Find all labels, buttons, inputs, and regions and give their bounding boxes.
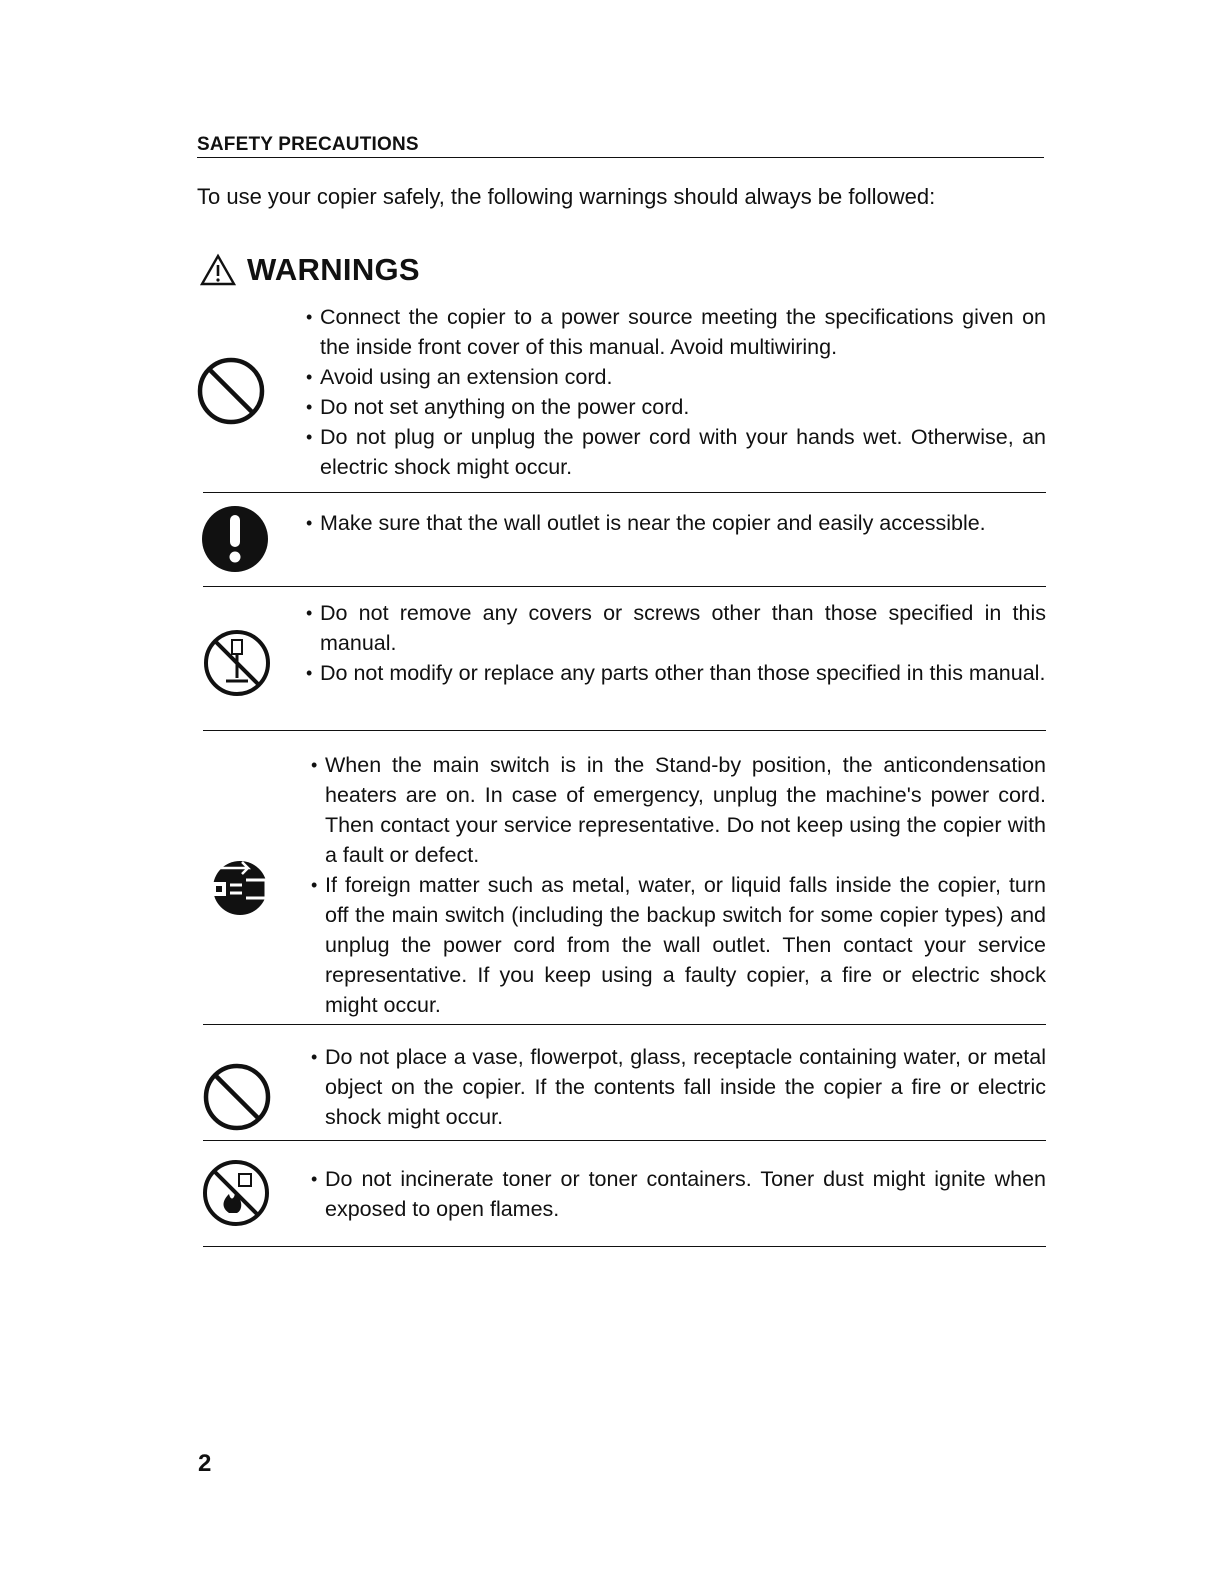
page-number: 2 bbox=[198, 1450, 212, 1477]
unplug-icon bbox=[208, 850, 278, 920]
list-item: • When the main switch is in the Stand-by position, the anticondensation heaters are on. In case of emergency, unplug the machine's power cord. Then contact your service representative. Do not keep using the copier with a fault or defect. bbox=[311, 750, 1046, 870]
list-item: • If foreign matter such as metal, water, or liquid falls inside the copier, turn off the main switch (including the backup switch for some copier types) and unplug the power cord from the wall outlet. Then contact your service representative. If you keep using a faulty copier, a fire or electric shock might occur. bbox=[311, 870, 1046, 1020]
warning-section-emergency bbox=[203, 732, 1046, 1025]
prohibition-icon bbox=[202, 1062, 272, 1132]
list-item: • Connect the copier to a power source meeting the specifications given on the inside front cover of this manual. Avoid multiwiring. bbox=[306, 302, 1046, 362]
list-item: • Do not modify or replace any parts other than those specified in this manual. bbox=[306, 658, 1046, 688]
list-item: • Do not plug or unplug the power cord with your hands wet. Otherwise, an electric shock might occur. bbox=[306, 422, 1046, 482]
list-item: • Do not incinerate toner or toner containers. Toner dust might ignite when exposed to open flames. bbox=[311, 1164, 1046, 1224]
prohibition-icon bbox=[196, 356, 266, 426]
warning-triangle-icon bbox=[199, 253, 237, 287]
mandatory-action-icon bbox=[200, 504, 270, 574]
list-item: • Make sure that the wall outlet is near the copier and easily accessible. bbox=[306, 508, 1046, 538]
warning-section-power bbox=[203, 300, 1046, 493]
intro-text: To use your copier safely, the following warnings should always be followed: bbox=[197, 184, 936, 209]
warnings-title: WARNINGS bbox=[247, 252, 420, 287]
list-item: • Do not remove any covers or screws other than those specified in this manual. bbox=[306, 598, 1046, 658]
list-item: • Do not place a vase, flowerpot, glass, receptacle containing water, or metal object on the copier. If the contents fall inside the copier a fire or electric shock might occur. bbox=[311, 1042, 1046, 1132]
section-header-title: SAFETY PRECAUTIONS bbox=[197, 134, 419, 155]
list-item: • Do not set anything on the power cord. bbox=[306, 392, 1046, 422]
warning-section-liquids bbox=[203, 1026, 1046, 1141]
do-not-disassemble-icon bbox=[202, 628, 272, 698]
no-incineration-icon bbox=[201, 1158, 271, 1228]
section-header bbox=[197, 134, 1044, 158]
warning-section-covers bbox=[203, 588, 1046, 731]
warning-section-outlet bbox=[203, 494, 1046, 587]
list-item: • Avoid using an extension cord. bbox=[306, 362, 1046, 392]
warning-section-toner bbox=[203, 1144, 1046, 1247]
warnings-heading bbox=[199, 248, 420, 292]
